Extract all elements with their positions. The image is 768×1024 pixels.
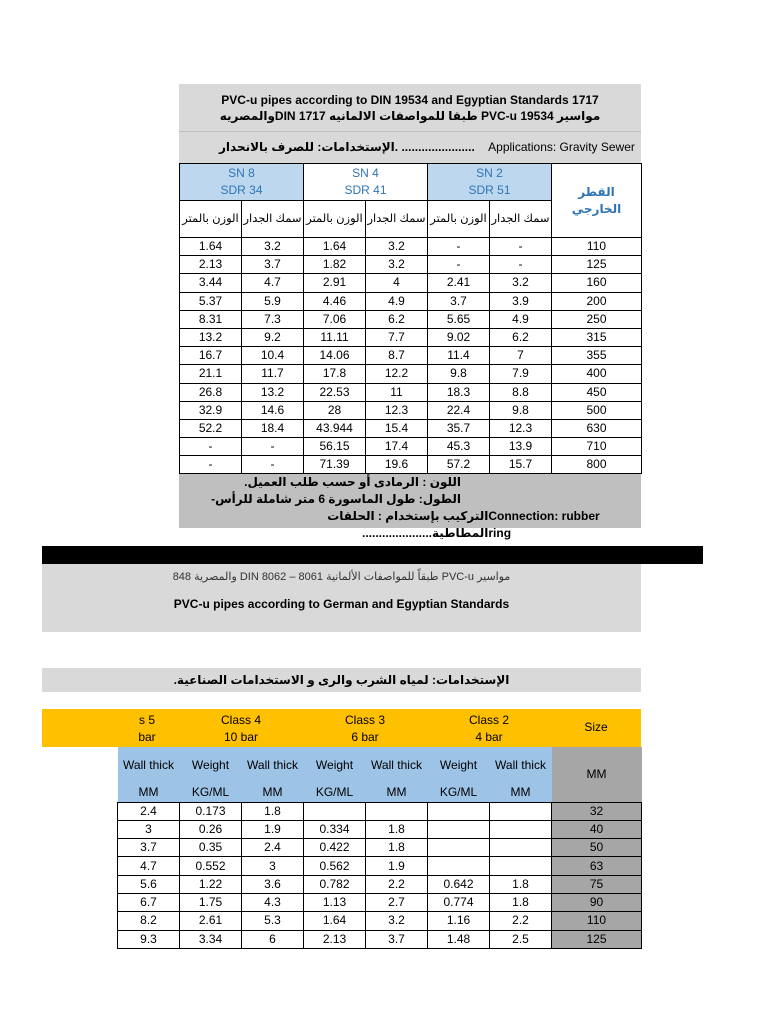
unit-header: MM (242, 783, 304, 802)
table-row (180, 310, 642, 328)
unit-header: MM (366, 783, 428, 802)
table-cell: 12.3 (490, 419, 552, 437)
section2-header (42, 564, 641, 632)
table-cell: 22.53 (304, 383, 366, 401)
outer-diameter-header: القطر الخارجي (552, 164, 642, 238)
unit-header: KG/ML (428, 783, 490, 802)
table-cell: 18.3 (428, 383, 490, 401)
class-3-name: Class 3 (344, 713, 385, 727)
table-cell (304, 802, 366, 820)
table-cell: 0.782 (304, 875, 366, 893)
table-row (180, 328, 642, 346)
table-cell: 17.4 (366, 438, 428, 456)
section1-title-ar: مواسير PVC-u 19534 طبقا للمواصفات الالمانيه DIN 1717والمصريه (219, 109, 601, 123)
table-cell: 0.26 (180, 820, 242, 838)
column-header: Weight (180, 747, 242, 783)
table-cell: 1.48 (428, 930, 490, 948)
weight-header: الوزن بالمتر (304, 201, 366, 238)
sn8-label: SN 8 (228, 166, 255, 180)
table-cell: 4.46 (304, 292, 366, 310)
table-cell: 1.75 (180, 893, 242, 911)
table-cell (428, 820, 490, 838)
table-cell: 355 (552, 347, 642, 365)
table-row (118, 930, 642, 948)
note-install-en: Connection: rubber ring (488, 509, 600, 540)
table-row (180, 401, 642, 419)
table-cell: 7.7 (366, 328, 428, 346)
table-cell: 1.8 (366, 820, 428, 838)
applications-en: Applications: Gravity Sewer (488, 140, 635, 154)
sdr51-label: SDR 51 (468, 183, 511, 197)
column-header: Wall thick (490, 747, 552, 783)
din19534-table-body (180, 238, 642, 474)
size-cell: 75 (552, 875, 642, 893)
table-cell (490, 820, 552, 838)
sn2-group (428, 164, 552, 201)
table-row (180, 292, 642, 310)
table-cell: - (180, 438, 242, 456)
table-cell: 0.422 (304, 839, 366, 857)
table-row (180, 383, 642, 401)
section1-header (179, 84, 641, 132)
sn2-label: SN 2 (476, 166, 503, 180)
table-cell: 3.2 (490, 274, 552, 292)
table-row (180, 419, 642, 437)
table-cell: 1.9 (242, 820, 304, 838)
size-cell: 32 (552, 802, 642, 820)
table-cell: 13.2 (242, 383, 304, 401)
table-cell: 0.642 (428, 875, 490, 893)
table-cell: 12.2 (366, 365, 428, 383)
note-length: الطول: طول الماسورة 6 متر شاملة للرأس- (211, 492, 461, 506)
unit-header: MM (118, 783, 180, 802)
table-cell: 0.334 (304, 820, 366, 838)
table-row (118, 802, 642, 820)
table-cell: 15.7 (490, 456, 552, 474)
table-cell: 0.173 (180, 802, 242, 820)
table-cell: 2.13 (304, 930, 366, 948)
table-cell: 2.13 (180, 256, 242, 274)
table-cell: - (490, 256, 552, 274)
unit-header: KG/ML (304, 783, 366, 802)
weight-header: الوزن بالمتر (428, 201, 490, 238)
table-cell: 3.9 (490, 292, 552, 310)
table-cell: 200 (552, 292, 642, 310)
notes-box (179, 474, 641, 540)
table-cell: 6.2 (366, 310, 428, 328)
table-cell: 1.64 (304, 238, 366, 256)
column-header: Weight (304, 747, 366, 783)
table-cell: 1.9 (366, 857, 428, 875)
table-row (118, 875, 642, 893)
column-header: Wall thick (118, 747, 180, 783)
table-cell: 15.4 (366, 419, 428, 437)
table-cell: 7.06 (304, 310, 366, 328)
table-cell: 71.39 (304, 456, 366, 474)
din8061-header-row (118, 747, 642, 783)
table-cell: 3.2 (366, 912, 428, 930)
table-cell: 4.3 (242, 893, 304, 911)
table-cell: 110 (552, 238, 642, 256)
table-cell: 43.944 (304, 419, 366, 437)
table-cell: 630 (552, 419, 642, 437)
class-bar (42, 709, 641, 747)
table-cell (428, 839, 490, 857)
table-cell: 2.4 (118, 802, 180, 820)
table-cell: 1.13 (304, 893, 366, 911)
weight-header: الوزن بالمتر (180, 201, 242, 238)
class-3-header (320, 712, 410, 746)
table-cell: 2.2 (490, 912, 552, 930)
sn4-group (304, 164, 428, 201)
table-cell: 8.8 (490, 383, 552, 401)
table-cell: 5.6 (118, 875, 180, 893)
wall-header: سمك الجدار (490, 201, 552, 238)
table-cell: 8.31 (180, 310, 242, 328)
size-cell: 125 (552, 930, 642, 948)
table-row (180, 365, 642, 383)
table-cell: 3.7 (242, 256, 304, 274)
section2-title-en: PVC-u pipes according to German and Egyptian Standards (173, 597, 510, 611)
table-row (180, 256, 642, 274)
class-3-bar: 6 bar (351, 730, 379, 744)
table-cell: 2.2 (366, 875, 428, 893)
table-cell: 11 (366, 383, 428, 401)
table-cell: 2.61 (180, 912, 242, 930)
unit-header: MM (490, 783, 552, 802)
table-cell: 4.9 (490, 310, 552, 328)
note-install (179, 508, 641, 542)
table-cell: 1.82 (304, 256, 366, 274)
table-cell: 57.2 (428, 456, 490, 474)
table-cell: - (180, 456, 242, 474)
table-cell: 5.9 (242, 292, 304, 310)
section2-title-ar: مواسير PVC-u طبقاً للمواصفات الألمانية 8061 – DIN 8062 والمصرية 848 (172, 571, 511, 583)
unit-header: KG/ML (180, 783, 242, 802)
class-2-header (444, 712, 534, 746)
class-4-name: Class 4 (220, 713, 261, 727)
din8061-table (117, 747, 642, 949)
size-header: Size (584, 720, 608, 734)
size-mm-header: MM (552, 747, 642, 802)
table-cell (366, 802, 428, 820)
table-row (118, 893, 642, 911)
table-cell: 5.37 (180, 292, 242, 310)
table-cell: 1.8 (366, 839, 428, 857)
table-cell: 7.3 (242, 310, 304, 328)
table-cell: 2.5 (490, 930, 552, 948)
table-cell: - (242, 456, 304, 474)
column-header: Wall thick (242, 747, 304, 783)
table-cell: 3.2 (366, 238, 428, 256)
table-cell: 1.8 (490, 893, 552, 911)
wall-header: سمك الجدار (366, 201, 428, 238)
table-cell: 2.4 (242, 839, 304, 857)
table-cell: 12.3 (366, 401, 428, 419)
table-cell: 8.7 (366, 347, 428, 365)
table-cell (490, 802, 552, 820)
table-cell: 3.34 (180, 930, 242, 948)
table-cell: 315 (552, 328, 642, 346)
class-4-bar: 10 bar (223, 730, 259, 744)
table-cell: 3.44 (180, 274, 242, 292)
table-cell: 4.7 (242, 274, 304, 292)
table-cell (490, 857, 552, 875)
table-cell: 56.15 (304, 438, 366, 456)
class-5-header (102, 712, 192, 746)
class-2-bar: 4 bar (475, 730, 503, 744)
applications-row (179, 132, 641, 163)
table-cell: 1.64 (180, 238, 242, 256)
table-row (180, 274, 642, 292)
sn8-group (180, 164, 304, 201)
table-cell: 10.4 (242, 347, 304, 365)
table-cell: - (428, 238, 490, 256)
sn4-label: SN 4 (352, 166, 379, 180)
table-cell: 26.8 (180, 383, 242, 401)
table-cell: 4.9 (366, 292, 428, 310)
table-cell: 1.64 (304, 912, 366, 930)
table-cell: 6.2 (490, 328, 552, 346)
table-cell: 14.6 (242, 401, 304, 419)
table-cell: 7.9 (490, 365, 552, 383)
class-5-name: s 5 (138, 713, 155, 727)
table-cell: 45.3 (428, 438, 490, 456)
table-cell: 2.41 (428, 274, 490, 292)
table-cell: 3.7 (428, 292, 490, 310)
size-cell: 110 (552, 912, 642, 930)
table-row (180, 438, 642, 456)
column-header: Weight (428, 747, 490, 783)
table-row (180, 347, 642, 365)
table-cell: 13.9 (490, 438, 552, 456)
table-cell: 21.1 (180, 365, 242, 383)
table-cell: 160 (552, 274, 642, 292)
table-cell: 28 (304, 401, 366, 419)
table-cell: 19.6 (366, 456, 428, 474)
table-cell: 2.91 (304, 274, 366, 292)
table-cell: 32.9 (180, 401, 242, 419)
table-cell: 6 (242, 930, 304, 948)
section1-title-en: PVC-u pipes according to DIN 19534 and Egyptian Standards 1717 (221, 93, 599, 107)
size-cell: 40 (552, 820, 642, 838)
table-cell: 9.8 (490, 401, 552, 419)
size-cell: 50 (552, 839, 642, 857)
table-cell: 1.22 (180, 875, 242, 893)
table-cell: 0.774 (428, 893, 490, 911)
table-cell: 450 (552, 383, 642, 401)
table-cell: - (490, 238, 552, 256)
table-cell: 5.3 (242, 912, 304, 930)
class-4-header (196, 712, 286, 746)
table-cell: 35.7 (428, 419, 490, 437)
table-cell (490, 839, 552, 857)
class-2-name: Class 2 (468, 713, 509, 727)
note-install-ar: التركيب بإستخدام : الحلقات المطاطية..................... (327, 509, 489, 540)
wall-header: سمك الجدار (242, 201, 304, 238)
size-cell: 90 (552, 893, 642, 911)
table-cell: 52.2 (180, 419, 242, 437)
table-cell: 0.35 (180, 839, 242, 857)
table-cell: 11.7 (242, 365, 304, 383)
table-cell: 3 (118, 820, 180, 838)
table-cell: 2.7 (366, 893, 428, 911)
table-cell (428, 857, 490, 875)
table-row (180, 456, 642, 474)
table-cell: 250 (552, 310, 642, 328)
table-cell: 3.2 (242, 238, 304, 256)
table-cell: 9.8 (428, 365, 490, 383)
table-cell: 11.11 (304, 328, 366, 346)
table-row (180, 238, 642, 256)
table-row (118, 912, 642, 930)
table-cell: 13.2 (180, 328, 242, 346)
note-color: اللون : الرمادى أو حسب طلب العميل. (244, 475, 461, 489)
table-cell: 6.7 (118, 893, 180, 911)
table-cell: 14.06 (304, 347, 366, 365)
table-cell: 9.3 (118, 930, 180, 948)
table-cell: 17.8 (304, 365, 366, 383)
column-header: Wall thick (366, 747, 428, 783)
table-cell: 22.4 (428, 401, 490, 419)
table-cell: 9.02 (428, 328, 490, 346)
table-cell: 800 (552, 456, 642, 474)
table-row (118, 839, 642, 857)
section2-uses: الإستخدامات: لمياه الشرب والرى و الاستخدامات الصناعية. (42, 668, 641, 692)
table-cell: 9.2 (242, 328, 304, 346)
table-cell: 3.2 (366, 256, 428, 274)
table-cell: 1.16 (428, 912, 490, 930)
applications-ar: الإستخدامات: للصرف بالانحدار. ...................... (219, 140, 475, 154)
table-cell: 3.7 (366, 930, 428, 948)
table-cell: 3 (242, 857, 304, 875)
table-cell: - (428, 256, 490, 274)
divider-bar (42, 546, 703, 564)
table-cell: 16.7 (180, 347, 242, 365)
table-cell: 4.7 (118, 857, 180, 875)
table-cell: 7 (490, 347, 552, 365)
table-cell: 3.6 (242, 875, 304, 893)
table-cell: 1.8 (242, 802, 304, 820)
din19534-table (179, 163, 642, 474)
sdr34-label: SDR 34 (220, 183, 263, 197)
sdr41-label: SDR 41 (344, 183, 387, 197)
table-cell: 400 (552, 365, 642, 383)
table-cell: 18.4 (242, 419, 304, 437)
table-cell: 1.8 (490, 875, 552, 893)
table-cell: 0.552 (180, 857, 242, 875)
table-cell: 710 (552, 438, 642, 456)
table-row (118, 820, 642, 838)
table-cell (428, 802, 490, 820)
table-cell: 8.2 (118, 912, 180, 930)
table-cell: - (242, 438, 304, 456)
table-cell: 5.65 (428, 310, 490, 328)
size-cell: 63 (552, 857, 642, 875)
table-cell: 11.4 (428, 347, 490, 365)
table-cell: 3.7 (118, 839, 180, 857)
table-cell: 125 (552, 256, 642, 274)
table-cell: 500 (552, 401, 642, 419)
table-row (118, 857, 642, 875)
din8061-table-body (118, 802, 642, 948)
table-cell: 4 (366, 274, 428, 292)
class-5-bar: bar (138, 730, 156, 744)
table-cell: 0.562 (304, 857, 366, 875)
